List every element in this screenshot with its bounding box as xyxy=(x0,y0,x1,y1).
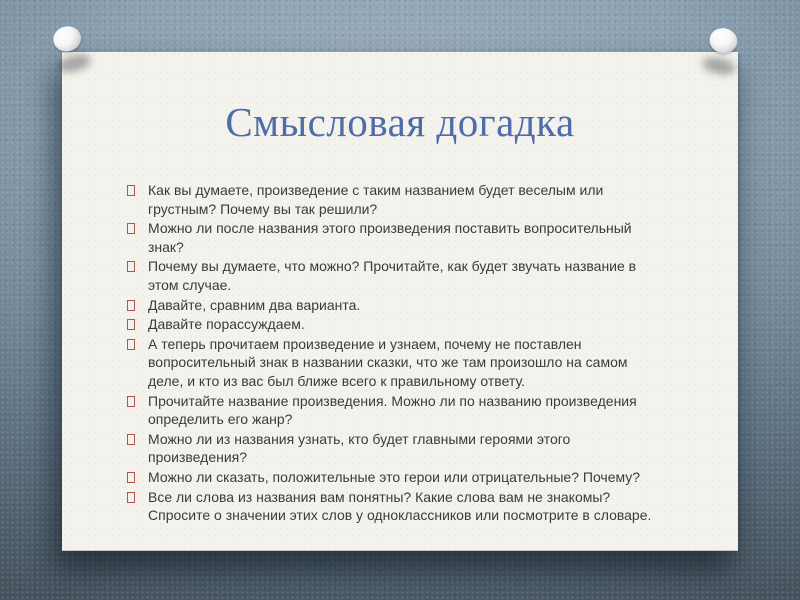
list-item-text: А теперь прочитаем произведение и узнаем, почему не поставлен вопросительный знак в названии сказки, что же там произошло на самом деле, и кто из вас был ближе всего к правильному ответу. xyxy=(148,335,628,389)
list-item-text: Давайте порассуждаем. xyxy=(148,316,305,333)
square-bullet-icon xyxy=(127,339,135,350)
list-item xyxy=(127,430,664,467)
list-item xyxy=(127,468,664,487)
slide-title: Смысловая догадка xyxy=(225,99,575,145)
square-bullet-icon xyxy=(127,300,135,311)
list-item-text: Почему вы думаете, что можно? Прочитайте, как будет звучать название в этом случае. xyxy=(148,258,637,293)
list-item xyxy=(127,488,664,525)
list-item xyxy=(127,315,664,334)
square-bullet-icon xyxy=(127,261,135,272)
square-bullet-icon xyxy=(127,472,135,483)
square-bullet-icon xyxy=(127,319,135,330)
list-item-text: Можно ли из названия узнать, кто будет главными героями этого произведения? xyxy=(148,430,571,466)
square-bullet-icon xyxy=(127,434,135,445)
pushpin-icon xyxy=(47,22,94,77)
list-item xyxy=(127,219,664,256)
list-item xyxy=(127,392,664,429)
square-bullet-icon xyxy=(127,396,135,407)
square-bullet-icon xyxy=(127,223,135,234)
question-list xyxy=(127,181,664,525)
list-item-text: Можно ли после названия этого произведения поставить вопросительный знак? xyxy=(148,220,632,255)
list-item xyxy=(127,335,664,391)
list-item xyxy=(127,181,664,218)
square-bullet-icon xyxy=(127,185,135,196)
list-item-text: Давайте, сравним два варианта. xyxy=(148,296,361,313)
list-item-text: Все ли слова из названия вам понятны? Какие слова вам не знакомы? Спросите о значении этих слов у одноклассников или посмотрите в словаре. xyxy=(148,488,652,524)
square-bullet-icon xyxy=(127,492,135,503)
list-item-text: Можно ли сказать, положительные это герои или отрицательные? Почему? xyxy=(148,468,641,485)
list-item-text: Прочитайте название произведения. Можно ли по названию произведения определить его жанр? xyxy=(148,392,637,428)
list-item xyxy=(127,296,664,315)
list-item-text: Как вы думаете, произведение с таким названием будет веселым или грустным? Почему вы так решили? xyxy=(148,182,604,217)
slide-paper xyxy=(62,52,738,550)
list-item xyxy=(127,257,664,294)
